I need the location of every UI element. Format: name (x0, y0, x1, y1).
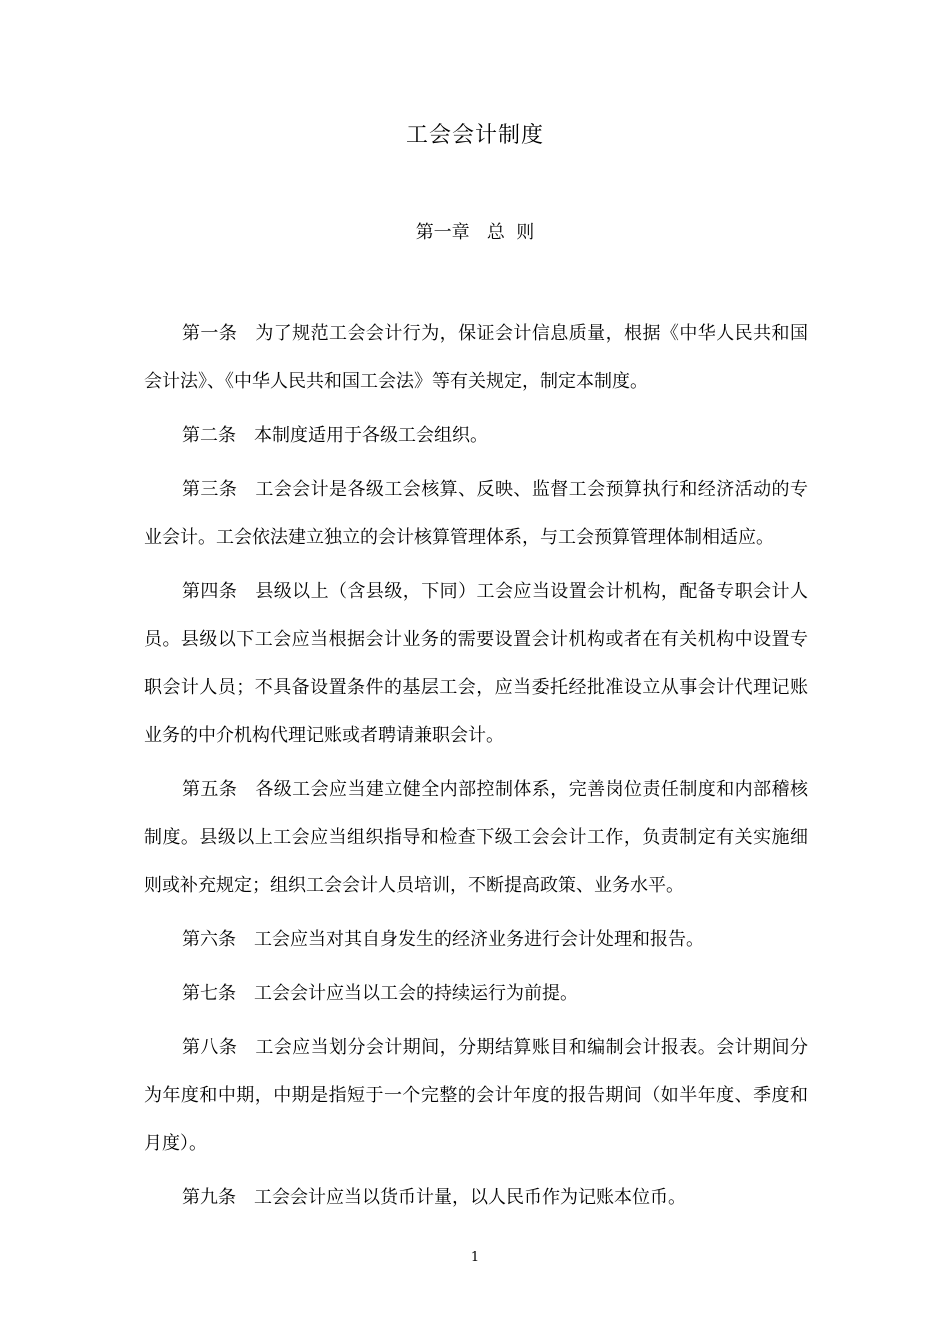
document-body (144, 310, 808, 1228)
article-number: 第五条 (182, 779, 238, 800)
page-number: 1 (470, 1250, 480, 1265)
article-text: 工会应当划分会计期间，分期结算账目和编制会计报表。会计期间分为年度和中期，中期是指短于一个完整的会计年度的报告期间（如半年度、季度和月度）。 (144, 1037, 808, 1154)
article-text: 工会应当对其自身发生的经济业务进行会计处理和报告。 (254, 929, 704, 950)
article-number: 第四条 (182, 581, 238, 602)
article-text: 为了规范工会会计行为，保证会计信息质量，根据《中华人民共和国会计法》、《中华人民共和国工会法》等有关规定，制定本制度。 (144, 323, 808, 392)
article-9 (144, 1174, 808, 1222)
article-text: 县级以上（含县级，下同）工会应当设置会计机构，配备专职会计人员。县级以下工会应当根据会计业务的需要设置会计机构或者在有关机构中设置专职会计人员；不具备设置条件的基层工会，应当委托经批准设立从事会计代理记账业务的中介机构代理记账或者聘请兼职会计。 (144, 581, 808, 746)
article-number: 第九条 (182, 1187, 236, 1208)
article-number: 第一条 (182, 323, 238, 344)
article-number: 第三条 (182, 479, 238, 500)
article-4 (144, 568, 808, 760)
article-5 (144, 766, 808, 910)
article-6 (144, 916, 808, 964)
article-text: 工会会计应当以货币计量，以人民币作为记账本位币。 (254, 1187, 686, 1208)
article-text: 各级工会应当建立健全内部控制体系，完善岗位责任制度和内部稽核制度。县级以上工会应当组织指导和检查下级工会会计工作，负责制定有关实施细则或补充规定；组织工会会计人员培训，不断提高政策、业务水平。 (144, 779, 808, 896)
article-7 (144, 970, 808, 1018)
article-1 (144, 310, 808, 406)
article-8 (144, 1024, 808, 1168)
chapter-heading: 第一章 总 则 (415, 222, 535, 243)
article-3 (144, 466, 808, 562)
article-number: 第七条 (182, 983, 236, 1004)
article-text: 工会会计是各级工会核算、反映、监督工会预算执行和经济活动的专业会计。工会依法建立独立的会计核算管理体系，与工会预算管理体制相适应。 (144, 479, 808, 548)
article-number: 第八条 (182, 1037, 238, 1058)
article-text: 工会会计应当以工会的持续运行为前提。 (254, 983, 578, 1004)
article-text: 本制度适用于各级工会组织。 (254, 425, 488, 446)
document-title: 工会会计制度 (405, 123, 544, 148)
article-2 (144, 412, 808, 460)
article-number: 第二条 (182, 425, 236, 446)
article-number: 第六条 (182, 929, 236, 950)
